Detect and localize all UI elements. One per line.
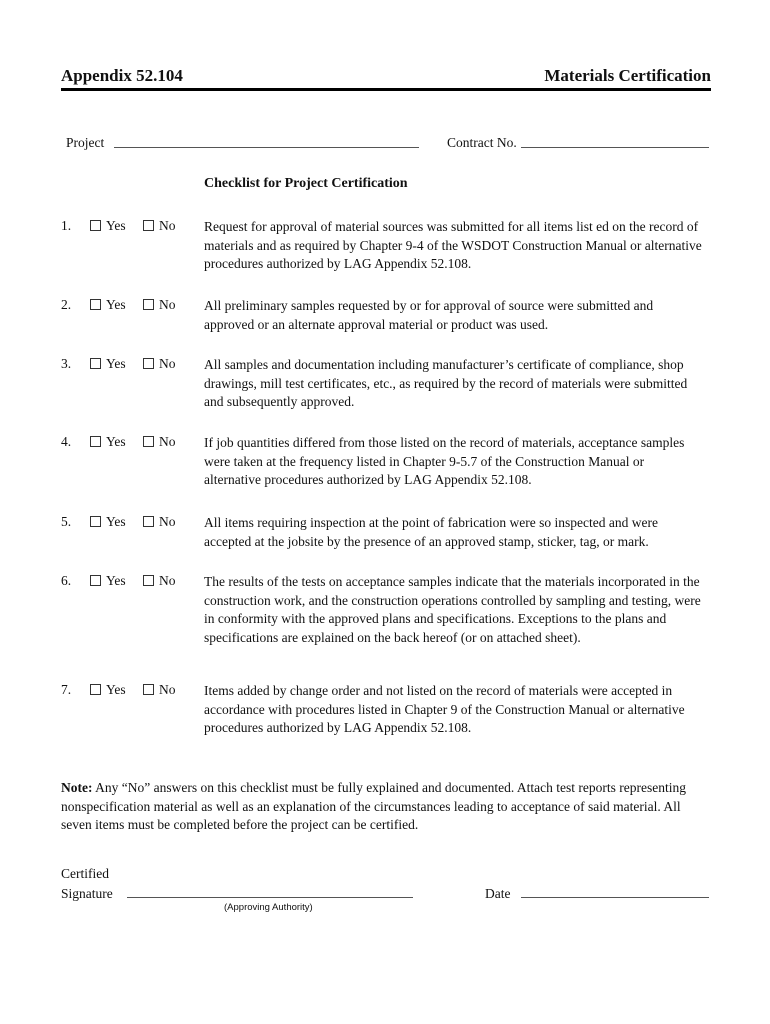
appendix-title: Appendix 52.104: [61, 66, 183, 85]
no-option[interactable]: [143, 682, 176, 698]
item-text: All items requiring inspection at the point of fabrication were so inspected and were accepted at the jobsite by the presence of an approved stamp, sticker, tag, or mark.: [204, 515, 658, 549]
no-checkbox[interactable]: [143, 516, 154, 527]
no-label: No: [159, 434, 176, 449]
no-checkbox[interactable]: [143, 220, 154, 231]
item-text: All preliminary samples requested by or for approval of source were submitted and approved or an alternate approval material or product was used.: [204, 298, 654, 332]
note-paragraph: [61, 779, 711, 835]
signature-field[interactable]: [127, 897, 413, 898]
item-text: Request for approval of material sources was submitted for all items list ed on the record of materials and as required by Chapter 9-4 of the WSDOT Construction Manual or alternative procedures authorized by LAG Appendix 52.108.: [204, 219, 702, 271]
note-label: Note:: [61, 780, 93, 795]
approving-authority-label: (Approving Authority): [224, 902, 313, 913]
yes-option[interactable]: [90, 218, 126, 234]
contract-number-field[interactable]: [521, 147, 709, 148]
no-checkbox[interactable]: [143, 436, 154, 447]
yes-label: Yes: [106, 682, 126, 697]
checklist-title: Checklist for Project Certification: [204, 176, 408, 191]
yes-option[interactable]: [90, 514, 126, 530]
yes-checkbox[interactable]: [90, 516, 101, 527]
yes-checkbox[interactable]: [90, 220, 101, 231]
yes-option[interactable]: [90, 434, 126, 450]
no-label: No: [159, 514, 176, 529]
yes-option[interactable]: [90, 573, 126, 589]
no-checkbox[interactable]: [143, 575, 154, 586]
no-checkbox[interactable]: [143, 299, 154, 310]
form-title: Materials Certification: [544, 66, 711, 85]
yes-checkbox[interactable]: [90, 575, 101, 586]
no-label: No: [159, 356, 176, 371]
yes-label: Yes: [106, 218, 126, 233]
item-number: 4.: [61, 434, 72, 449]
yes-option[interactable]: [90, 356, 126, 372]
no-option[interactable]: [143, 356, 176, 372]
signature-label: Signature: [61, 886, 113, 901]
yes-checkbox[interactable]: [90, 684, 101, 695]
no-label: No: [159, 297, 176, 312]
no-label: No: [159, 573, 176, 588]
header-divider: [61, 88, 711, 91]
item-number: 1.: [61, 218, 72, 233]
item-text: If job quantities differed from those listed on the record of materials, acceptance samples were taken at the frequency listed in Chapter 9-5.7 of the Construction Manual or alternative procedures authorized by LAG Appendix 52.108.: [204, 435, 685, 487]
item-text: The results of the tests on acceptance samples indicate that the materials incorporated in the construction work, and the construction operations controlled by sampling and testing, were in conformity with the approved plans and specifications. Exceptions to the plans and specifications are explained on the back hereof (or on attached sheet).: [204, 574, 701, 645]
project-label: Project: [66, 135, 105, 150]
yes-checkbox[interactable]: [90, 436, 101, 447]
note-text: Any “No” answers on this checklist must be fully explained and documented. Attach test reports representing nonspecification material as well as an explanation of the circumstances leading to acceptance of said material. All seven items must be completed before the project can be certified.: [61, 780, 686, 832]
no-option[interactable]: [143, 514, 176, 530]
no-checkbox[interactable]: [143, 684, 154, 695]
no-option[interactable]: [143, 573, 176, 589]
yes-option[interactable]: [90, 297, 126, 313]
no-option[interactable]: [143, 297, 176, 313]
item-number: 7.: [61, 682, 72, 697]
project-field[interactable]: [114, 147, 419, 148]
no-checkbox[interactable]: [143, 358, 154, 369]
no-option[interactable]: [143, 434, 176, 450]
item-number: 5.: [61, 514, 72, 529]
yes-checkbox[interactable]: [90, 358, 101, 369]
yes-label: Yes: [106, 434, 126, 449]
yes-label: Yes: [106, 356, 126, 371]
item-text: Items added by change order and not listed on the record of materials were accepted in accordance with procedures listed in Chapter 9 of the Construction Manual or alternative procedures authorized by LAG Appendix 52.108.: [204, 683, 685, 735]
item-number: 6.: [61, 573, 72, 588]
date-label: Date: [485, 886, 511, 901]
item-number: 3.: [61, 356, 72, 371]
item-text: All samples and documentation including manufacturer’s certificate of compliance, shop drawings, mill test certificates, etc., as required by the record of materials were submitted and subsequently approved.: [204, 357, 688, 409]
yes-label: Yes: [106, 514, 126, 529]
yes-option[interactable]: [90, 682, 126, 698]
yes-checkbox[interactable]: [90, 299, 101, 310]
yes-label: Yes: [106, 573, 126, 588]
no-label: No: [159, 682, 176, 697]
certified-label: Certified: [61, 866, 109, 881]
no-option[interactable]: [143, 218, 176, 234]
yes-label: Yes: [106, 297, 126, 312]
item-number: 2.: [61, 297, 72, 312]
no-label: No: [159, 218, 176, 233]
date-field[interactable]: [521, 897, 709, 898]
contract-label: Contract No.: [447, 135, 517, 150]
